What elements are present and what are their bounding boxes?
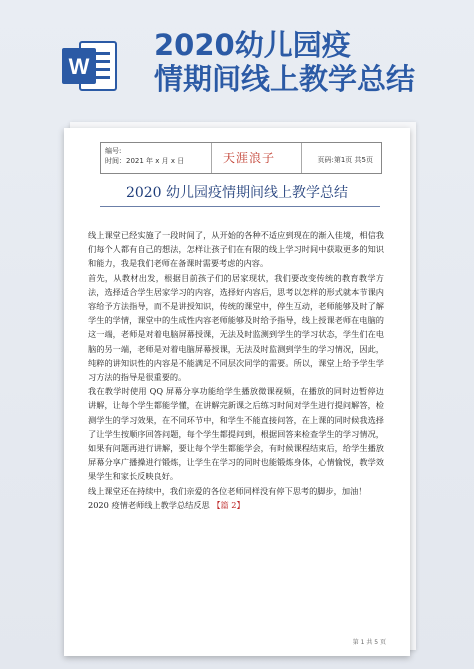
date-label: 时间：2021 年 x 月 x 日 (105, 157, 185, 165)
document-page (64, 128, 410, 656)
paragraph: 线上课堂已经实施了一段时间了，从开始的各种不适应到现在的渐入佳境，相信我们每个人都有自己的想法，怎样让孩子们在有限的线上学习时间中获取更多的知识和能力，我是我们老师在备课时需要考虑的内容。 (88, 230, 384, 269)
brand-stamp: 天涯浪子 (223, 151, 276, 165)
word-logo-letter: W (68, 54, 90, 79)
banner (0, 0, 474, 108)
next-section-heading (88, 498, 384, 512)
word-icon (62, 38, 118, 94)
header-divider (211, 143, 212, 173)
document-body (88, 228, 384, 512)
page-count: 页码:第1页 共5页 (317, 156, 373, 164)
id-label: 编号: (105, 147, 122, 155)
paragraph: 首先，从教材出发，根据目前孩子们的居家现状，我们要改变传统的教育教学方法，选择适合学生居家学习的内容，选择好内容后，思考以怎样的形式就本节课内容给予方法指导，而不是讲授知识，传统的课堂中，停生互动，老师能够及时了解学生的学情，课堂中的生成性内容老师能够及时给予指导，线上授课老师在电脑的这一端，老师是对着电脑屏幕授课，无法及时监测到学生的学习状态，学生们在电脑的另一端，老师是对着电脑屏幕授课，无法及时监测到学生的学习情况，因此，纯粹的讲知识性的内容是不能满足不同层次同学的需要。所以，课堂上给予学生学习方法的指导是很重要的。 (88, 272, 384, 383)
paragraph: 线上课堂还在持续中，我们亲爱的各位老师同样没有停下思考的脚步，加油！ (88, 485, 367, 496)
banner-title-line1: 2020幼儿园疫 (154, 28, 351, 62)
banner-title (154, 28, 454, 96)
header-meta (105, 146, 184, 166)
page-footer: 第 1 共 5 页 (352, 639, 386, 646)
title-underline (100, 206, 380, 207)
next-section-label: 2020 疫情老师线上教学总结反思 (88, 499, 210, 510)
document-header (100, 142, 382, 174)
banner-title-line2: 情期间线上教学总结 (154, 62, 416, 96)
header-divider (301, 143, 302, 173)
paragraph: 我在教学时使用 QQ 屏幕分享功能给学生播放微课视频，在播放的同时边暂停边讲解，让每个学生都能学懂，在讲解完新课之后练习时间对学生进行提问解答，检测学生的学习效果，在不同环节中，和学生不能直接问答，在上课的同时候我选择了让学生按顺序回答问题，每个学生都提问到，根据回答来检查学生的学习情况，如果有问题再进行讲解，要让每个学生都能学会，有时候课程结束后，给学生播放屏幕分享广播操进行锻炼，让学生在学习的同时也能锻炼身体，心情愉悦，教学效果学生和家长反映良好。 (88, 386, 384, 482)
section-tag: 【篇 2】 (212, 499, 245, 510)
document-title: 2020 幼儿园疫情期间线上教学总结 (125, 185, 349, 201)
